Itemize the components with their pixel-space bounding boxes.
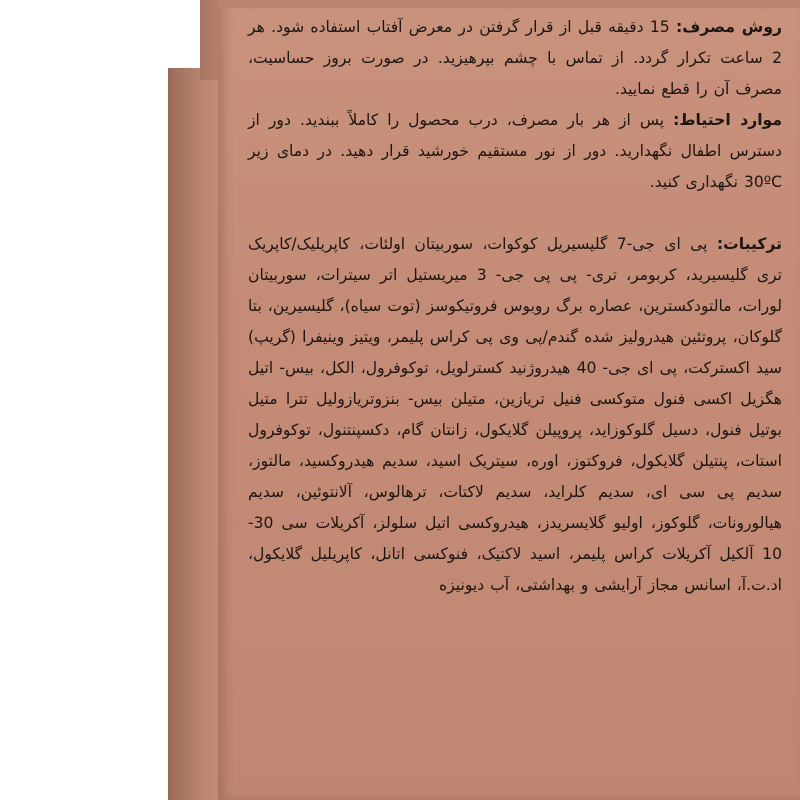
label-text-block (248, 12, 782, 601)
precautions-section (248, 105, 782, 198)
label-top-edge (218, 0, 800, 8)
package-label (218, 0, 800, 800)
usage-heading: روش مصرف: (675, 18, 782, 36)
precautions-heading: موارد احتیاط: (673, 111, 782, 129)
precautions-body: پس از هر بار مصرف، درب محصول را کاملاً ببندید. دور از دسترس اطفال نگهدارید. دور از نور مستقیم خورشید قرار دهید. در دمای زیر 30ºC نگهداری کنید. (248, 111, 782, 191)
ingredients-heading: ترکیبات: (716, 235, 782, 253)
ingredients-body: پی ای جی-7 گلیسیریل کوکوات، سوربیتان اولئات، کاپریلیک/کاپریک تری گلیسیرید، کربومر، تری- پی پی جی- 3 میریستیل اتر سیترات، سوربیتان لورات، مالتودکسترین، عصاره برگ روبوس فروتیکوسز (توت سیاه)، گلیسیرین، بتا گلوکان، پروتئین هیدرولیز شده گندم/پی وی پی کراس پلیمر، ویتیز وینیفرا (گریپ) سید اکسترکت، پی ای جی- 40 هیدروژنید کسترلویل، توکوفرول، الکل، بیس- اتیل هگزیل اکسی فنول متوکسی فنیل تریازین، متیلن بیس- بنزوتریازولیل تترا متیل بوتیل فنول، دسیل گلوکوزاید، پروپیلن گلایکول، زانتان گام، دکسپنتنول، توکوفرول استات، پنتیلن گلایکول، فروکتوز، اوره، سیتریک اسید، سدیم هیدروکسید، مالتوز، سدیم پی سی ای، سدیم کلراید، سدیم لاکتات، ترهالوس، آلانتوئین، سدیم هیالورونات، گلوکوز، اولیو گلایسریدز، هیدروکسی اتیل سلولز، آکریلات سی 30-10 آلکیل آکریلات کراس پلیمر، اسید لاکتیک، فنوکسی اتانل، کاپریلیل گلایکول، اد.ت.آ، اسانس مجاز آرایشی و بهداشتی، آب دیونیزه (248, 235, 782, 594)
ingredients-section (248, 229, 782, 601)
usage-section (248, 12, 782, 105)
usage-body: 15 دقیقه قبل از قرار گرفتن در معرض آفتاب استفاده شود. هر 2 ساعت تکرار گردد. از تماس با چشم بپرهیزید. در صورت بروز حساسیت، مصرف آن را قطع نمایید. (248, 18, 782, 98)
